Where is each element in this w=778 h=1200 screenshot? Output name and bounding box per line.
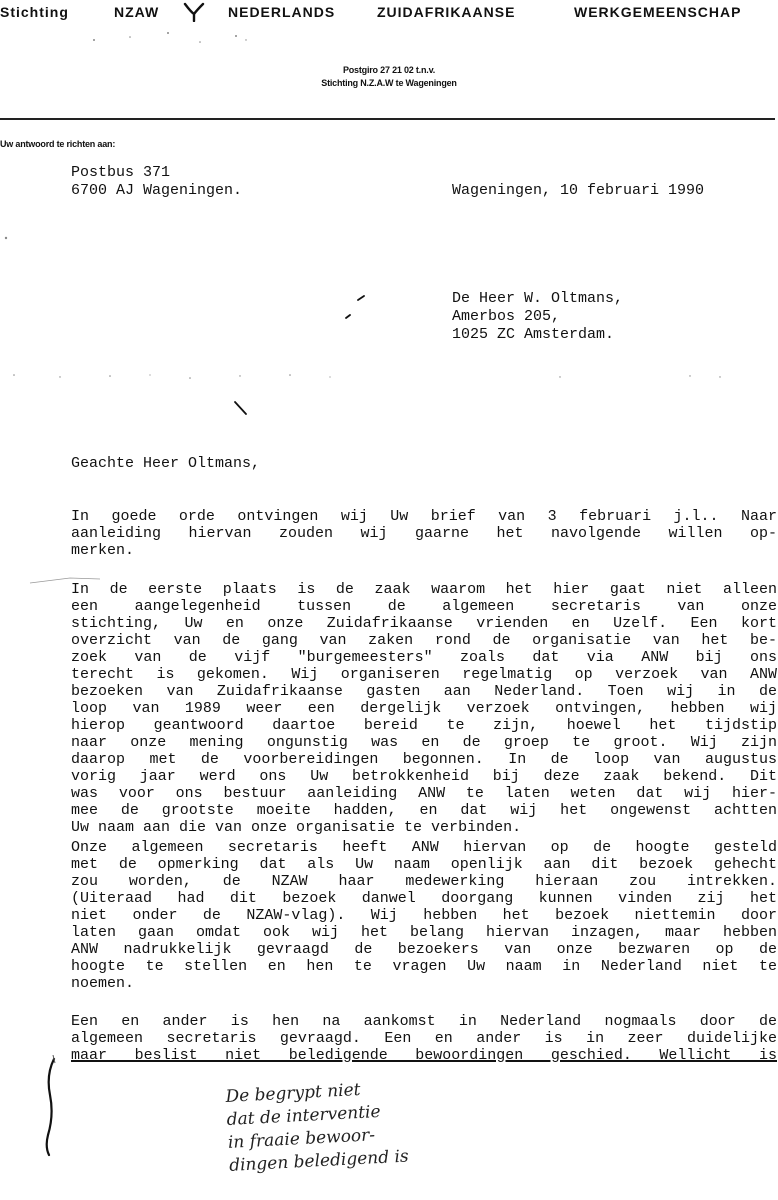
handwritten-line: dingen beledigend is xyxy=(228,1146,410,1176)
paragraph-line: laten gaan omdat ook wij het belang hiervan inzagen, maar hebben xyxy=(71,924,777,941)
letterhead-word-werkgemeenschap: WERKGEMEENSCHAP xyxy=(574,4,742,20)
paragraph-line: Een en ander is hen na aankomst in Nederland nogmaals door de xyxy=(71,1013,777,1030)
paragraph-line: aanleiding hiervan zouden wij gaarne het navolgende willen op- xyxy=(71,525,777,542)
letterhead-word-nederlands: NEDERLANDS xyxy=(228,4,336,20)
recipient-line-2: Amerbos 205, xyxy=(452,308,561,325)
handwritten-line: De begrypt niet xyxy=(225,1079,361,1107)
paragraph-line: mee de grootste moeite hadden, en dat wij het ongewenst achtten xyxy=(71,802,777,819)
paragraph-line: (Uiteraad had dit bezoek danwel doorgang kunnen vinden zij het xyxy=(71,890,777,907)
paragraph-line: terecht is gekomen. Wij organiseren regelmatig op verzoek van ANW xyxy=(71,666,777,683)
paragraph-line: algemeen secretaris gevraagd. Een en ander is in zeer duidelijke xyxy=(71,1030,777,1047)
paragraph-line: met de opmerking dat als Uw naam openlijk aan dit bezoek gehecht xyxy=(71,856,777,873)
paragraph-line: stichting, Uw en onze Zuidafrikaanse vrienden en Uzelf. Een kort xyxy=(71,615,777,632)
paragraph-line: noemen. xyxy=(71,975,135,992)
letterhead-word-stichting: Stichting xyxy=(0,4,69,20)
recipient-line-3: 1025 ZC Amsterdam. xyxy=(452,326,615,343)
handwritten-line: in fraaie bewoor- xyxy=(227,1125,376,1153)
letterhead-word-zuidafrikaanse: ZUIDAFRIKAANSE xyxy=(377,4,516,20)
paragraph-line: was voor ons bestuur aanleiding ANW te laten weten dat wij hier- xyxy=(71,785,777,802)
handwritten-line: dat de interventie xyxy=(226,1101,382,1130)
letterhead-word-nzaw: NZAW xyxy=(114,4,160,20)
paragraph-line: Onze algemeen secretaris heeft ANW hiervan op de hoogte gesteld xyxy=(71,839,777,856)
paragraph-line: overzicht van de gang van zaken rond de organisatie van het be- xyxy=(71,632,777,649)
paragraph-line: ANW nadrukkelijk gevraagd de bezoekers van onze bezwaren op de xyxy=(71,941,777,958)
paragraph-line: een aangelegenheid tussen de algemeen secretaris van onze xyxy=(71,598,777,615)
account-name-line: Stichting N.Z.A.W te Wageningen xyxy=(321,78,457,88)
postgiro-line: Postgiro 27 21 02 t.n.v. xyxy=(342,65,436,75)
letter-date: Wageningen, 10 februari 1990 xyxy=(452,182,705,199)
sender-address-line-1: Postbus 371 xyxy=(71,164,171,181)
paragraph-line-underlined: maar beslist niet beledigende bewoordingen geschied. Wellicht is xyxy=(71,1047,777,1064)
paragraph-line: bezoeken van Zuidafrikaanse gasten aan Nederland. Toen wij in de xyxy=(71,683,777,700)
paragraph-line: hierop geantwoord daartoe bereid te zijn, hoewel het tijdstip xyxy=(71,717,777,734)
paragraph-line: zoek van de vijf "burgemeesters" zoals dat via ANW bij ons xyxy=(71,649,777,666)
paragraph-line: daarop met de voorbereidingen begonnen. In de loop van augustus xyxy=(71,751,777,768)
recipient-line-1: De Heer W. Oltmans, xyxy=(452,290,624,307)
salutation: Geachte Heer Oltmans, xyxy=(71,455,261,472)
paragraph-line: In goede orde ontvingen wij Uw brief van 3 februari j.l.. Naar xyxy=(71,508,777,525)
paragraph-line: In de eerste plaats is de zaak waarom het hier gaat niet alleen xyxy=(71,581,777,598)
paragraph-line: loop van 1989 weer een dergelijk verzoek ontvingen, hebben wij xyxy=(71,700,777,717)
reply-to-label: Uw antwoord te richten aan: xyxy=(0,139,116,149)
paragraph-line: niet onder de NZAW-vlag). Wij hebben het bezoek niettemin door xyxy=(71,907,777,924)
paragraph-line: Uw naam aan die van onze organisatie te verbinden. xyxy=(71,819,522,836)
paragraph-line: zou worden, de NZAW haar medewerking hieraan zou intrekken. xyxy=(71,873,777,890)
sender-address-line-2: 6700 AJ Wageningen. xyxy=(71,182,243,199)
paragraph-line: vorig jaar werd ons Uw betrokkenheid bij deze zaak bekend. Dit xyxy=(71,768,777,785)
paragraph-line: merken. xyxy=(71,542,135,559)
paragraph-line: naar onze mening ongunstig was en de groep te groot. Wij zijn xyxy=(71,734,777,751)
paragraph-line: hoogte te stellen en hen te vragen Uw naam in Nederland niet te xyxy=(71,958,777,975)
